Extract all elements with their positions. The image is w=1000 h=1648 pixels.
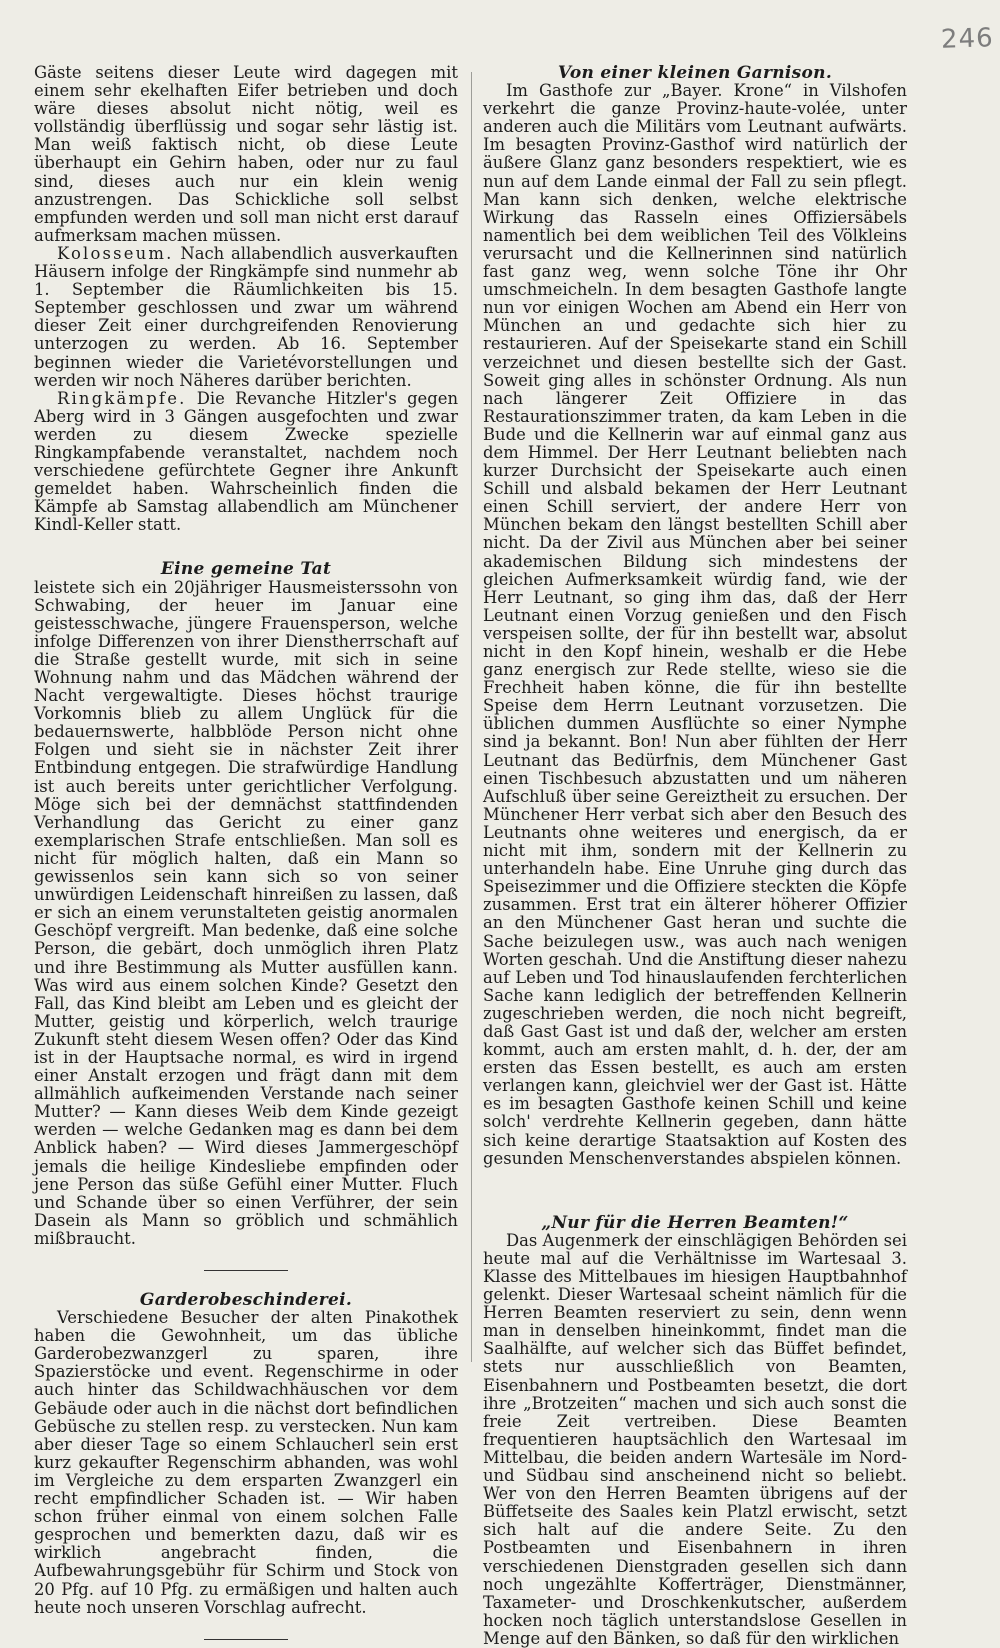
ringkaempfe-section <box>34 390 458 535</box>
section-divider <box>204 1270 288 1271</box>
left-column <box>34 64 458 1640</box>
garnison-section <box>483 64 907 1168</box>
gemeine-tat-section <box>34 560 458 1248</box>
garderobe-section <box>34 1291 458 1617</box>
beamten-title: „Nur für die Herren Beamten!“ <box>541 1212 849 1233</box>
kolosseum-text: Nach allabendlich ausverkauften Häusern infolge der Ringkämpfe sind nunmehr ab 1. September die Räumlichkeiten bis 15. September geschlossen und zwar um während dieser Zeit einer durchgreifenden Renovierung unterzogen zu werden. Ab 16. September beginnen wieder die Varietévorstellungen und werden wir noch Näheres darüber berichten. <box>34 243 458 390</box>
section-divider <box>204 1639 288 1640</box>
beamten-section <box>483 1214 907 1648</box>
garnison-title: Von einer kleinen Garnison. <box>557 63 833 83</box>
gemeine-tat-title: Eine gemeine Tat <box>160 559 332 580</box>
ringkaempfe-paragraph <box>34 390 458 535</box>
right-column <box>483 64 907 1648</box>
gemeine-tat-paragraph: leistete sich ein 20jähriger Hausmeisterssohn von Schwabing, der heuer im Januar eine geistesschwache, jüngere Frauensperson, welche infolge Differenzen von ihrer Dienstherrschaft auf die Straße gestellt wurde, mit sich in seine Wohnung nahm und das Mädchen während der Nacht vergewaltigte. Dieses höchst traurige Vorkomnis blieb zu allem Unglück für die bedauernswerte, halbblöde Person nicht ohne Folgen und sieht sie in nächster Zeit ihrer Entbindung entgegen. Die strafwürdige Handlung ist auch bereits unter gerichtlicher Verfolgung. Möge sich bei der demnächst stattfindenden Verhandlung das Gericht zu einer ganz exemplarischen Strafe entschließen. Man soll es nicht für möglich halten, daß ein Mann so gewissenlos sein kann sich so von seiner unwürdigen Leidenschaft hinreißen zu lassen, daß er sich an einem verunstalteten geistig anormalen Geschöpf vergreift. Man bedenke, daß eine solche Person, die gebärt, doch unmöglich ihren Platz und ihre Bestimmung als Mutter ausfüllen kann. Was wird aus einem solchen Kinde? Gesetzt den Fall, das Kind bleibt am Leben und es gleicht der Mutter, geistig und körperlich, welch traurige Zukunft steht diesem Wesen offen? Oder das Kind ist in der Hauptsache normal, es wird in irgend einer Anstalt erzogen und frägt dann mit dem allmählich aufkeimenden Verstande nach seiner Mutter? — Kann dieses Weib dem Kinde gezeigt werden — welche Gedanken mag es dann bei dem Anblick haben? — Wird dieses Jammergeschöpf jemals die heilige Kindesliebe empfinden oder jene Person das süße Gefühl einer Mutter. Fluch und Schande über so einen Verführer, der sein Dasein als Mann so gröblich und schmählich mißbraucht. <box>34 577 458 1248</box>
continuation-section <box>34 64 458 245</box>
page-number: 246 <box>940 23 995 55</box>
garderobe-paragraph: Verschiedene Besucher der alten Pinakothek haben die Gewohnheit, um das übliche Garderobezwanzgerl zu sparen, ihre Spazierstöcke und event. Regenschirme in oder auch hinter das Schildwachhäuschen vor dem Gebäude oder auch in die nächst dort befindlichen Gebüsche zu stellen resp. zu verstecken. Nun kam aber dieser Tage so einem Schlaucherl sein erst kurz gekaufter Regenschirm abhanden, was wohl im Vergleiche zu dem ersparten Zwanzgerl ein recht empfindlicher Schaden ist. — Wir haben schon früher einmal von einem solchen Falle gesprochen und bemerkten dazu, daß wir es wirklich angebracht finden, die Aufbewahrungsgebühr für Schirm und Stock von 20 Pfg. auf 10 Pfg. zu ermäßigen und halten auch heute noch unseren Vorschlag aufrecht. <box>34 1308 458 1617</box>
garnison-paragraph: Im Gasthofe zur „Bayer. Krone“ in Vilshofen verkehrt die ganze Provinz-haute-volée, unter anderen auch die Militärs vom Leutnant aufwärts. Im besagten Provinz-Gasthof wird natürlich der äußere Glanz ganz besonders respektiert, wie es nun auf dem Lande einmal der Fall zu sein pflegt. Man kann sich denken, welche elektrische Wirkung das Rasseln eines Offiziersäbels namentlich bei dem weiblichen Teil des Völkleins verursacht und die Kellnerinnen sind natürlich fast ganz weg, wenn solche Töne ihr Ohr umschmeicheln. In dem besagten Gasthofe langte nun vor einigen Wochen am Abend ein Herr von München an und gedachte sich hier zu restaurieren. Auf der Speisekarte stand ein Schill verzeichnet und diesen bestellte sich der Gast. Soweit ging alles in schönster Ordnung. Als nun nach längerer Zeit Offiziere in das Restaurationszimmer traten, da kam Leben in die Bude und die Kellnerin war auf einmal ganz aus dem Himmel. Der Herr Leutnant beliebten nach kurzer Durchsicht der Speisekarte auch einen Schill und alsbald bekamen der Herr Leutnant einen Schill serviert, der andere Herr von München bekam den längst bestellten Schill aber nicht. Da der Zivil aus München aber bei seiner akademischen Bildung sich mindestens der gleichen Aufmerksamkeit würdig fand, wie der Herr Leutnant, so ging ihm das, daß der Herr Leutnant einen Vorzug genießen und den Fisch verspeisen sollte, der für ihn bestellt war, absolut nicht in den Kopf hinein, weshalb er die Hebe ganz energisch zur Rede stellte, wieso sie die Frechheit haben könne, die für ihn bestellte Speise dem Herrn Leutnant vorzusetzen. Die üblichen dummen Ausflüchte so einer Nymphe sind ja bekannt. Bon! Nun aber fühlten der Herr Leutnant das Bedürfnis, dem Münchener Gast einen Tischbesuch abzustatten und um näheren Aufschluß über seine Gereiztheit zu ersuchen. Der Münchener Herr verbat sich aber den Besuch des Leutnants ohne weiteres und energisch, da er nicht mit ihm, sondern mit der Kellnerin zu unterhandeln habe. Eine Unruhe ging durch das Speisezimmer und die Offiziere steckten die Köpfe zusammen. Erst trat ein älterer höherer Offizier an den Münchener Gast heran und suchte die Sache beizulegen usw., was auch nach wenigen Worten geschah. Und die Anstiftung dieser nahezu auf Leben und Tod hinauslaufenden ferchterlichen Sache kann lediglich der betreffenden Kellnerin zugeschrieben werden, die noch nicht begreift, daß Gast Gast ist und daß der, welcher am ersten kommt, auch am ersten mahlt, d. h. der, der am ersten das Essen bestellt, es auch am ersten verlangen kann, gleichviel wer der Gast ist. Hätte es im besagten Gasthofe keinen Schill und keine solch' verdrehte Kellnerin gegeben, dann hätte sich keine derartige Staatsaktion auf Kosten des gesunden Menschenverstandes abspielen können. <box>483 81 907 1168</box>
ringkaempfe-text: Die Revanche Hitzler's gegen Aberg wird in 3 Gängen ausgefochten und zwar werden zu diesem Zwecke spezielle Ringkampfabende veranstaltet, nachdem noch verschiedene gefürchtete Gegner ihre Ankunft gemeldet haben. Wahrscheinlich finden die Kämpfe ab Samstag allabendlich am Münchener Kindl-Keller statt. <box>34 388 459 535</box>
kolosseum-paragraph <box>34 245 458 390</box>
ringkaempfe-lead: Ringkämpfe. <box>56 388 187 408</box>
kolosseum-lead: Kolosseum. <box>56 243 174 263</box>
garderobe-title: Garderobeschinderei. <box>139 1290 353 1310</box>
column-divider <box>471 72 472 1362</box>
kolosseum-section <box>34 245 458 390</box>
beamten-paragraph: Das Augenmerk der einschlägigen Behörden sei heute mal auf die Verhältnisse im Wartesaal 3. Klasse des Mittelbaues im hiesigen Hauptbahnhof gelenkt. Dieser Wartesaal scheint nämlich für die Herren Beamten reserviert zu sein, denn wenn man in denselben hineinkommt, findet man die Saalhälfte, auf welcher sich das Büffet befindet, stets nur ausschließlich von Beamten, Eisenbahnern und Postbeamten besetzt, die dort ihre „Brotzeiten“ machen und sich auch sonst die freie Zeit vertreiben. Diese Beamten frequentieren hauptsächlich den Wartesaal im Mittelbau, die beiden andern Wartesäle im Nord- und Südbau sind anscheinend nicht so beliebt. Wer von den Herren Beamten übrigens auf der Büffetseite des Saales kein Platzl erwischt, setzt sich halt auf die andere Seite. Zu den Postbeamten und Eisenbahnern in ihren verschiedenen Dienstgraden gesellen sich dann noch ungezählte Kofferträger, Dienstmänner, Taxameter- und Droschkenkutscher, außerdem hocken noch täglich unterstandslose Gesellen in Menge auf den Bänken, so daß für den wirklichen <box>483 1230 907 1648</box>
continuation-paragraph: Gäste seitens dieser Leute wird dagegen mit einem sehr ekelhaften Eifer betrieben und doch wäre dieses absolut nicht nötig, weil es vollständig überflüssig und sogar sehr lästig ist. Man weiß faktisch nicht, ob diese Leute überhaupt ein Gehirn haben, oder nur zu faul sind, dieses auch nur ein klein wenig anzustrengen. Das Schickliche soll selbst empfunden werden und soll man nicht erst darauf aufmerksam machen müssen. <box>34 63 458 245</box>
